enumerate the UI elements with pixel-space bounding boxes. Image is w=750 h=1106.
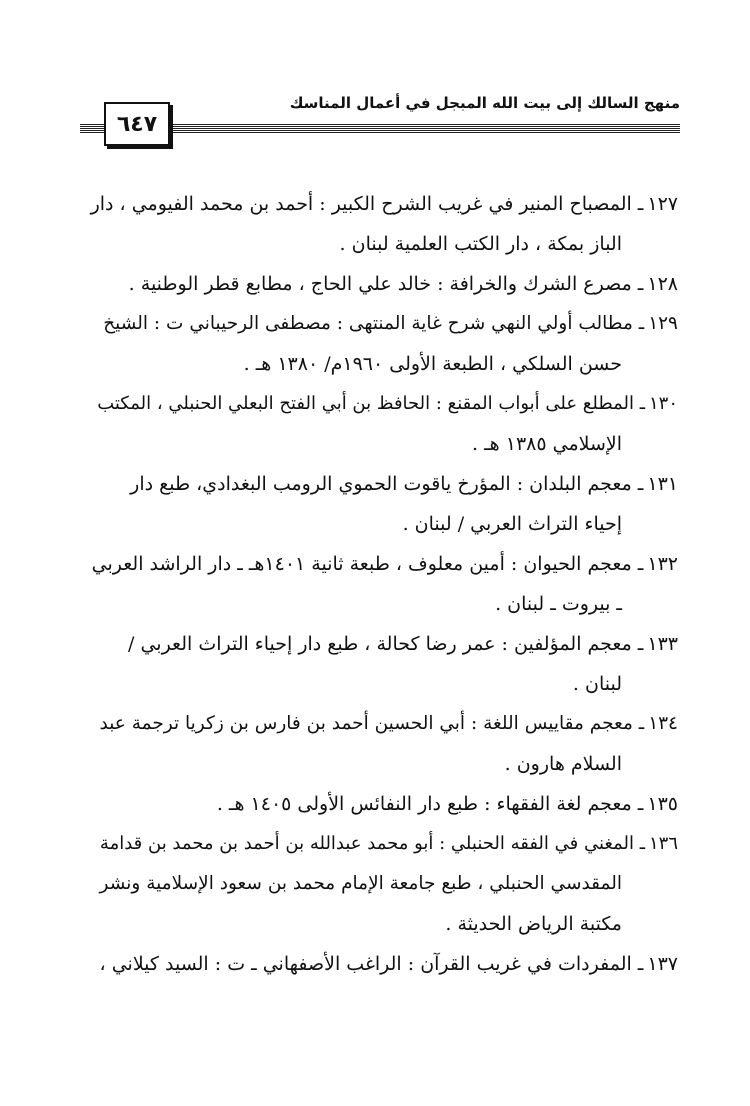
entry-text: المقدسي الحنبلي ، طبع جامعة الإمام محمد بن سعود الإسلامية ونشر (99, 873, 622, 894)
entry-text: ـ المصباح المنير في غريب الشرح الكبير : أحمد بن محمد الفيومي ، دار (90, 193, 644, 215)
entry-text: ـ معجم المؤلفين : عمر رضا كحالة ، طبع دار إحياء التراث العربي / (128, 633, 644, 655)
entry-number: ١٣٤ (648, 713, 678, 734)
entry-line (90, 264, 678, 304)
bibliography-entry (90, 624, 678, 704)
entry-text: الإسلامي ١٣٨٥ هـ . (472, 433, 622, 455)
entry-number: ١٢٩ (648, 313, 678, 334)
entry-number: ١٢٧ (647, 193, 678, 215)
page-header (80, 84, 680, 154)
entry-text: مكتبة الرياض الحديثة . (445, 913, 622, 935)
entry-line (90, 744, 678, 784)
entry-number: ١٣٦ (648, 833, 678, 854)
entry-number: ١٣٧ (647, 953, 678, 975)
entry-line (90, 904, 678, 944)
page-number: ٦٤٧ (104, 102, 170, 146)
entry-text: ـ معجم مقاييس اللغة : أبي الحسين أحمد بن فارس بن زكريا ترجمة عبد (99, 713, 645, 734)
entry-text: ـ معجم لغة الفقهاء : طبع دار النفائس الأولى ١٤٠٥ هـ . (216, 793, 644, 815)
entry-line (90, 664, 678, 704)
entry-number: ١٣٠ (648, 393, 678, 414)
entry-line (90, 184, 678, 224)
entry-line (90, 624, 678, 664)
bibliography-entry (90, 944, 678, 984)
entry-line (90, 304, 678, 344)
entry-line (90, 504, 678, 544)
bibliography-entry (90, 544, 678, 624)
entry-text: ـ المغني في الفقه الحنبلي : أبو محمد عبدالله بن أحمد بن محمد بن قدامة (99, 833, 645, 854)
entry-number: ١٣٢ (647, 553, 678, 575)
entry-line (90, 824, 678, 864)
bibliography-entry (90, 704, 678, 784)
bibliography-entry (90, 464, 678, 544)
entry-line (90, 584, 678, 624)
bibliography-list (90, 184, 678, 984)
entry-number: ١٣١ (647, 473, 678, 495)
header-rule-left (80, 124, 104, 133)
entry-text: ـ بيروت ـ لبنان . (495, 593, 622, 615)
entry-text: ـ معجم الحيوان : أمين معلوف ، طبعة ثانية ١٤٠١هـ ـ دار الراشد العربي (91, 553, 644, 575)
entry-text: ـ المطلع على أبواب المقنع : الحافظ بن أبي الفتح البعلي الحنبلي ، المكتب (97, 393, 645, 414)
entry-number: ١٢٨ (647, 273, 678, 295)
entry-line (90, 784, 678, 824)
entry-line (90, 544, 678, 584)
entry-text: ـ معجم البلدان : المؤرخ ياقوت الحموي الرومب البغدادي، طبع دار (130, 473, 644, 495)
entry-text: ـ مصرع الشرك والخرافة : خالد علي الحاج ، مطابع قطر الوطنية . (128, 273, 644, 295)
bibliography-entry (90, 264, 678, 304)
entry-text: السلام هارون . (504, 753, 622, 775)
entry-line (90, 224, 678, 264)
entry-text: الباز بمكة ، دار الكتب العلمية لبنان . (339, 233, 622, 255)
entry-line (90, 424, 678, 464)
bibliography-entry (90, 784, 678, 824)
book-title: منهج السالك إلى بيت الله المبجل في أعمال المناسك (289, 94, 680, 112)
bibliography-entry (90, 384, 678, 464)
entry-line (90, 944, 678, 984)
entry-line (90, 864, 678, 904)
entry-text: حسن السلكي ، الطبعة الأولى ١٩٦٠م/ ١٣٨٠ هـ . (243, 353, 622, 375)
bibliography-entry (90, 824, 678, 944)
entry-line (90, 704, 678, 744)
entry-number: ١٣٥ (647, 793, 678, 815)
bibliography-entry (90, 184, 678, 264)
entry-number: ١٣٣ (647, 633, 678, 655)
entry-line (90, 464, 678, 504)
entry-text: ـ المفردات في غريب القرآن : الراغب الأصفهاني ـ ت : السيد كيلاني ، (99, 953, 644, 975)
bibliography-entry (90, 304, 678, 384)
entry-text: لبنان . (572, 673, 622, 695)
entry-text: إحياء التراث العربي / لبنان . (402, 513, 622, 535)
header-rule (168, 124, 680, 133)
entry-text: ـ مطالب أولي النهي شرح غاية المنتهى : مصطفى الرحيباني ت : الشيخ (103, 313, 645, 334)
entry-line (90, 344, 678, 384)
entry-line (90, 384, 678, 424)
